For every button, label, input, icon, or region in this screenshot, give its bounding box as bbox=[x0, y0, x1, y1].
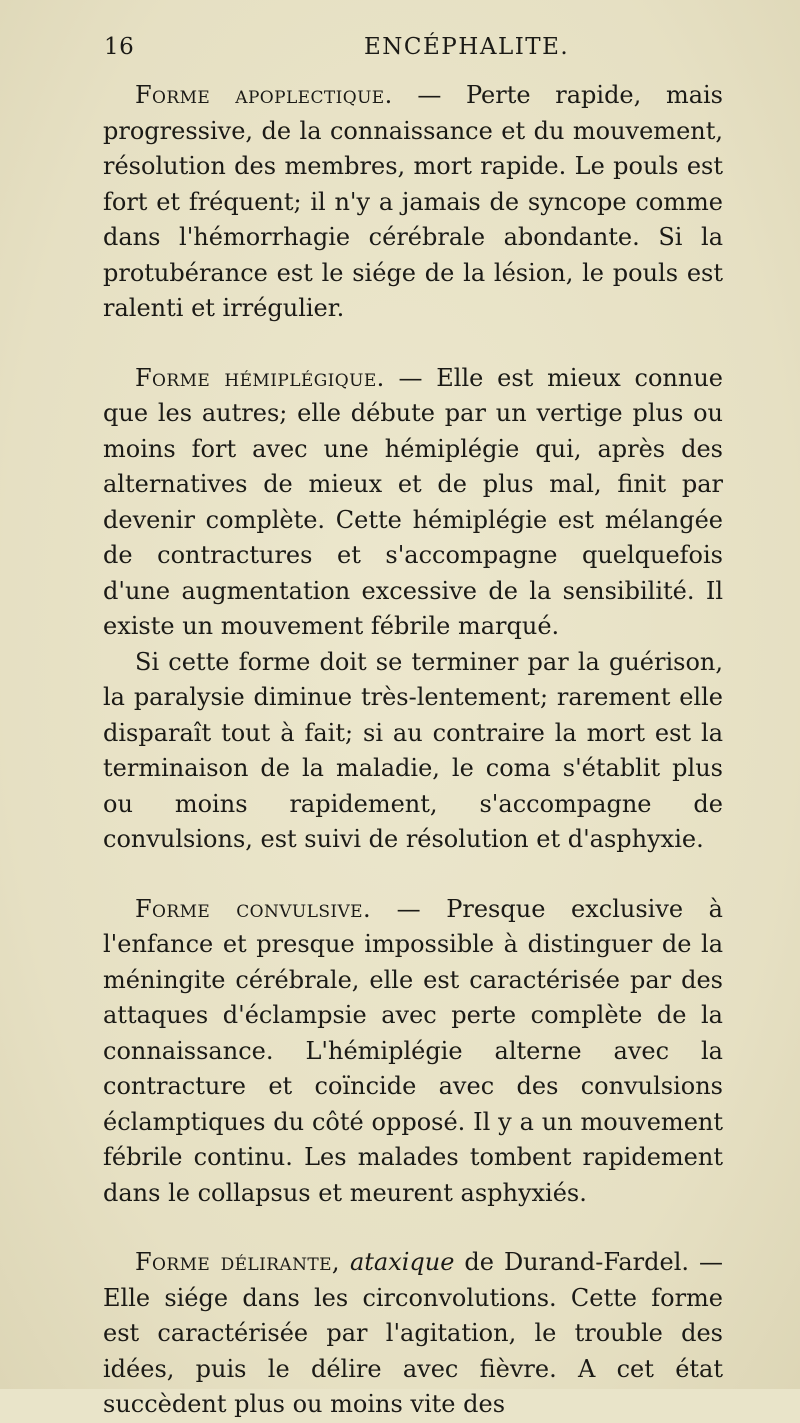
page-number: 16 bbox=[104, 34, 135, 60]
page-body bbox=[103, 78, 723, 1423]
paragraph-text: — Elle est mieux connue que les autres; elle débute par un vertige plus ou moins fort avec une hémiplégie qui, après des alternatives de mieux et de plus mal, finit par devenir complète. Cette hémiplégie est mélangée de contractures et s'accompagne quelquefois d'une augmentation excessive de la sensibilité. Il existe un mouvement fébrile marqué. bbox=[103, 363, 723, 640]
paragraph-text: — Presque exclusive à l'enfance et presque impossible à distinguer de la méningite cérébrale, elle est caractérisée par des attaques d'éclampsie avec perte complète de la connaissance. L'hémiplégie alterne avec la contracture et coïncide avec des convulsions éclamptiques du côté opposé. Il y a un mouvement fébrile continu. Les malades tombent rapidement dans le collapsus et meurent asphyxiés. bbox=[103, 894, 723, 1207]
paragraph-forme-hemiplegique bbox=[103, 361, 723, 645]
paragraph-text: — Perte rapide, mais progressive, de la connaissance et du mouvement, résolution des membres, mort rapide. Le pouls est fort et fréquent; il n'y a jamais de syncope comme dans l'hémorrhagie cérébrale abondante. Si la protubérance est le siége de la lésion, le pouls est ralenti et irrégulier. bbox=[103, 81, 723, 322]
page-header bbox=[104, 34, 724, 64]
paragraph-forme-delirante bbox=[103, 1245, 723, 1423]
paragraph-forme-apoplectique bbox=[103, 78, 723, 327]
section-lead: Forme hémiplégique. bbox=[135, 363, 385, 392]
paragraph-text: de Durand-Fardel. — Elle siége dans les circonvolutions. Cette forme est caractérisée par l'agitation, le trouble des idées, puis le délire avec fièvre. A cet état succèdent plus ou moins vite des bbox=[103, 1248, 723, 1418]
section-gap bbox=[103, 858, 723, 892]
paragraph-continuation: Si cette forme doit se terminer par la guérison, la paralysie diminue très-lentement; rarement elle disparaît tout à fait; si au contraire la mort est la terminaison de la maladie, le coma s'établit plus ou moins rapidement, s'accompagne de convulsions, est suivi de résolution et d'asphyxie. bbox=[103, 647, 723, 853]
paragraph-forme-convulsive bbox=[103, 892, 723, 1212]
section-lead: Forme convulsive. bbox=[135, 894, 372, 923]
section-gap bbox=[103, 327, 723, 361]
running-title: ENCÉPHALITE. bbox=[364, 34, 570, 60]
section-lead-italic: ataxique bbox=[349, 1248, 455, 1276]
section-gap bbox=[103, 1211, 723, 1245]
section-lead: Forme délirante, bbox=[135, 1248, 340, 1276]
section-lead: Forme apoplectique. bbox=[135, 81, 393, 109]
